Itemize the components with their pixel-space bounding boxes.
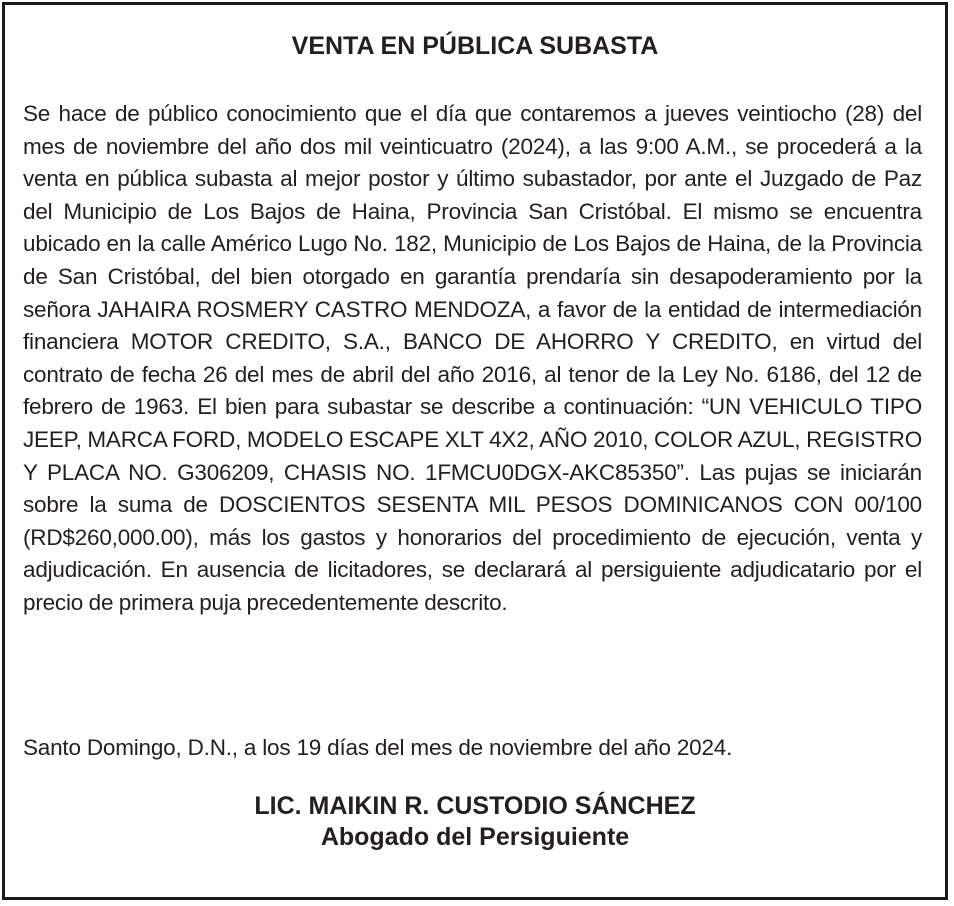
signature-block xyxy=(5,791,945,853)
notice-body: Se hace de público conocimiento que el día que contaremos a jueves veintiocho (28) del mes de noviembre del año dos mil veinticuatro (2024), a las 9:00 A.M., se procederá a la venta en pública subasta al mejor postor y último subastador, por ante el Juzgado de Paz del Municipio de Los Bajos de Haina, Provincia San Cristóbal. El mismo se encuentra ubicado en la calle Américo Lugo No. 182, Municipio de Los Bajos de Haina, de la Provincia de San Cristóbal, del bien otorgado en garantía prendaría sin desapoderamiento por la señora JAHAIRA ROSMERY CASTRO MENDOZA, a favor de la entidad de intermediación financiera MOTOR CREDITO, S.A., BANCO DE AHORRO Y CREDITO, en virtud del contrato de fecha 26 del mes de abril del año 2016, al tenor de la Ley No. 6186, del 12 de febrero de 1963. El bien para subastar se describe a continuación: “UN VEHICULO TIPO JEEP, MARCA FORD, MODELO ESCAPE XLT 4X2, AÑO 2010, COLOR AZUL, REGISTRO Y PLACA NO. G306209, CHASIS NO. 1FMCU0DGX-AKC85350”. Las pujas se iniciarán sobre la suma de DOSCIENTOS SESENTA MIL PESOS DOMINICANOS CON 00/100 (RD$260,000.00), más los gastos y honorarios del procedimiento de ejecución, venta y adjudicación. En ausencia de licitadores, se declarará al persiguiente adjudicatario por el precio de primera puja precedentemente descrito. xyxy=(23,101,922,615)
notice-title: VENTA EN PÚBLICA SUBASTA xyxy=(291,32,659,60)
signatory-name: LIC. MAIKIN R. CUSTODIO SÁNCHEZ xyxy=(254,792,696,820)
notice-date-line: Santo Domingo, D.N., a los 19 días del mes de noviembre del año 2024. xyxy=(23,735,733,760)
signatory-role: Abogado del Persiguiente xyxy=(320,823,630,851)
legal-notice xyxy=(2,2,948,900)
